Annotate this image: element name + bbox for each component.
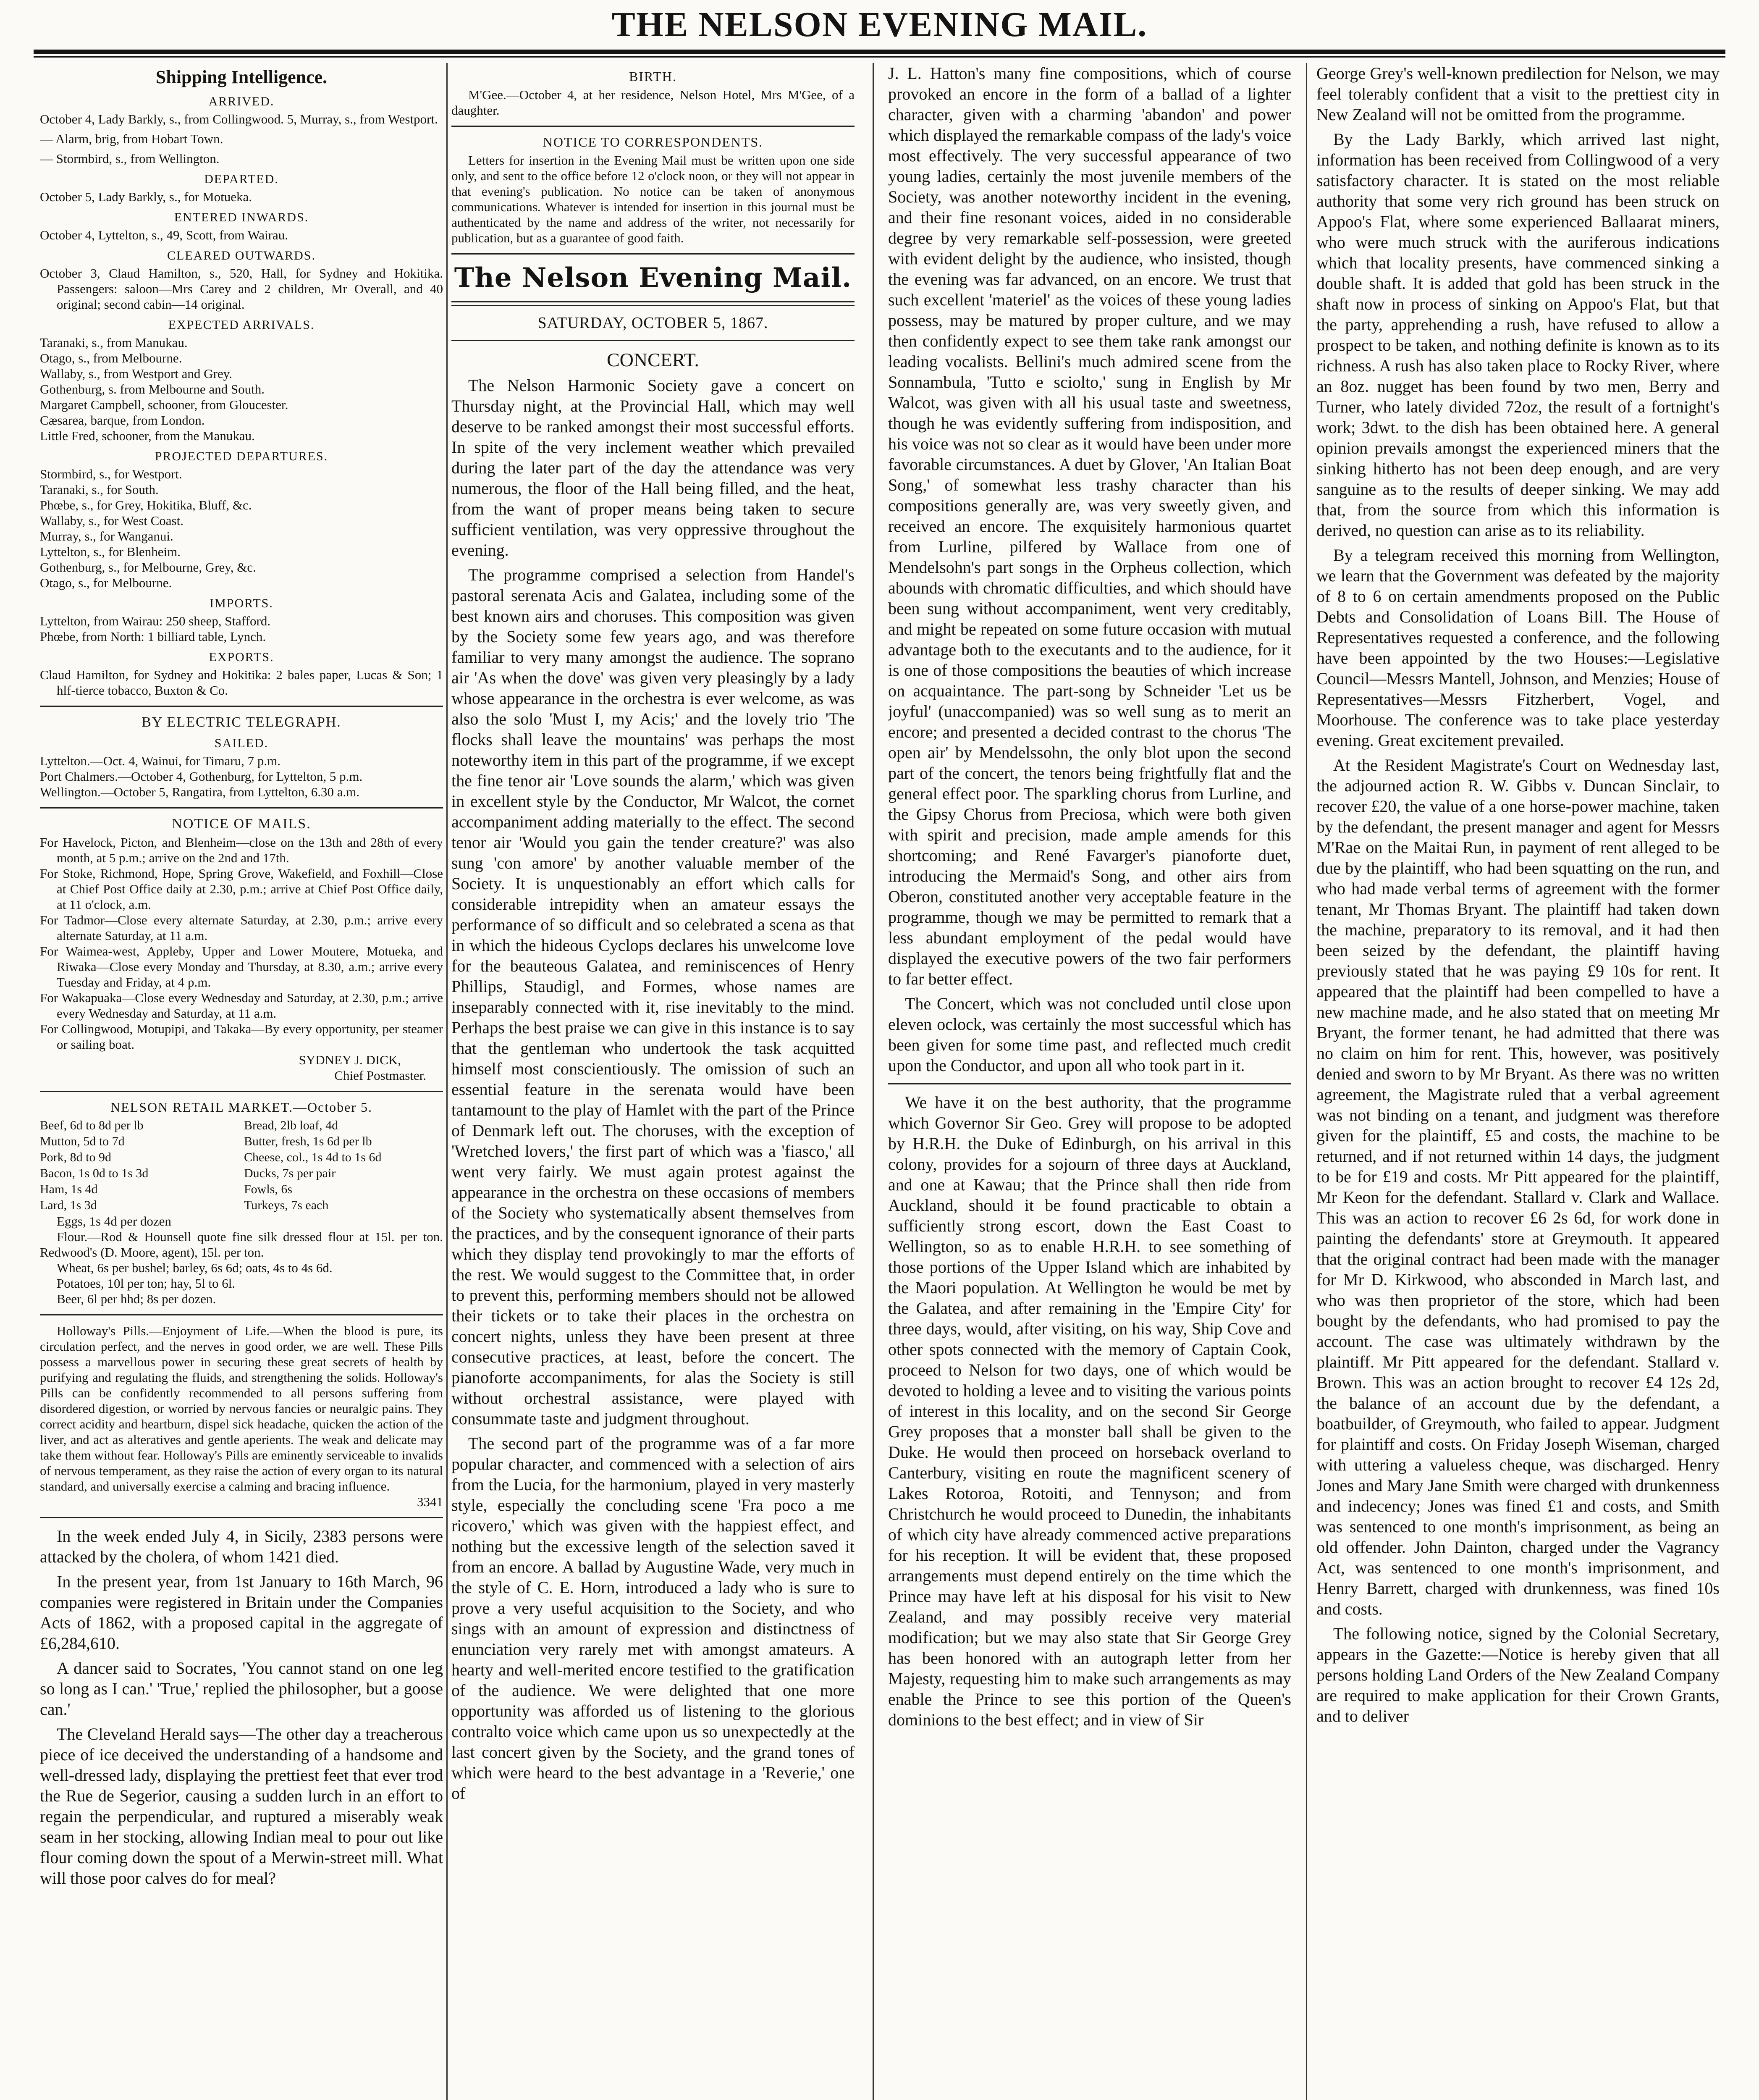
masthead-rule-thin (34, 56, 1725, 58)
market-note: Eggs, 1s 4d per dozen (57, 1214, 171, 1228)
column-1 (40, 63, 443, 2100)
mail-entry: For Waimea-west, Appleby, Upper and Lower Moutere, Motueka, and Riwaka—Close every Monday and Thursday, at 8.30, a.m.; arrive every Tuesday and Friday, at 4 p.m. (40, 944, 443, 990)
market-item: Beef, 6d to 8d per lb (40, 1118, 144, 1132)
shipping-entry: Phœbe, s., for Grey, Hokitika, Bluff, &c. (40, 498, 252, 512)
section-label: PROJECTED DEPARTURES. (155, 449, 328, 463)
article-paragraph: George Grey's well-known predilection for Nelson, we may feel tolerably confident that a visit to the prettiest city in New Zealand will not be omitted from the programme. (1316, 64, 1720, 124)
article-paragraph: The second part of the programme was of a far more popular character, and commenced with a selection of airs from the Lucia, for the harmonium, played in very masterly style, especially the concluding scene 'Fra poco a me ricovero,' which was given with the happiest effect, and nothing but the excessive length of the selection saved it from an encore. A ballad by Augustine Wade, very much in the style of C. E. Horn, introduced a lady who is sure to prove a very useful acquisition to the Society, and who sings with an amount of expression and distinctness of enunciation very rarely met with amongst amateurs. A hearty and well-merited encore testified to the gratification of the audience. We were delighted that one more opportunity was afforded us of listening to the glorious contralto voice which came upon us so unexpectedly at the last concert given by the Society, and the grand tones of which were heard to the best advantage in a 'Reverie,' one of (451, 1434, 855, 1803)
shipping-entry: Gothenburg, s., for Melbourne, Grey, &c. (40, 560, 256, 575)
column-divider (446, 63, 448, 2100)
article-paragraph: The Concert, which was not concluded until close upon eleven oclock, was certainly the most successful which has been given for some time past, and reflected much credit upon the Conductor, and upon all who took part in it. (888, 994, 1291, 1075)
market-item: Ham, 1s 4d (40, 1182, 98, 1196)
shipping-entry: Margaret Campbell, schooner, from Gloucester. (40, 397, 288, 412)
shipping-heading: Shipping Intelligence. (155, 67, 328, 87)
section-label: CLEARED OUTWARDS. (167, 249, 316, 262)
advertisement-number: 3341 (417, 1494, 443, 1509)
divider (451, 340, 855, 341)
newspaper-title: THE NELSON EVENING MAIL. (611, 5, 1148, 44)
shipping-entry: October 5, Lady Barkly, s., for Motueka. (40, 189, 252, 204)
section-label: SAILED. (214, 736, 269, 750)
section-label: ENTERED INWARDS. (174, 210, 309, 224)
market-table (40, 1118, 443, 1213)
column-4 (1316, 63, 1720, 2100)
market-item: Ducks, 7s per pair (244, 1166, 336, 1180)
masthead-rule (34, 50, 1725, 54)
market-item: Lard, 1s 3d (40, 1198, 97, 1212)
section-label: IMPORTS. (210, 596, 273, 610)
masthead (0, 0, 1759, 63)
shipping-entry: Port Chalmers.—October 4, Gothenburg, for Lyttelton, 5 p.m. (40, 769, 363, 784)
shipping-entry: Otago, s., from Melbourne. (40, 351, 182, 365)
column-2 (451, 63, 855, 2100)
market-item: Bacon, 1s 0d to 1s 3d (40, 1166, 149, 1180)
shipping-entry: Murray, s., for Wanganui. (40, 529, 173, 543)
news-item: The Cleveland Herald says—The other day a treacherous piece of ice deceived the understanding of a handsome and well-dressed lady, displaying the prettiest feet that ever trod the Rue de Segerior, causing a sudden lurch in an effort to regain the perpendicular, and ruptured a miserably weak seam in her stocking, allowing Indian meal to pour out like flour coming down the spout of a Merwin-street mill. What will those poor calves do for meal? (40, 1725, 443, 1887)
advertisement-holloway: Holloway's Pills.—Enjoyment of Life.—When the blood is pure, its circulation perfect, and the nerves in good order, we are well. These Pills possess a marvellous power in securing these great secrets of health by purifying and regulating the fluids, and strengthening the solids. Holloway's Pills can be confidently recommended to all persons suffering from disordered digestion, or worried by nervous fancies or neuralgic pains. They correct acidity and heartburn, dispel sick headache, quicken the action of the liver, and act as alteratives and gentle aperients. The weak and delicate may take them without fear. Holloway's Pills are eminently serviceable to invalids of nervous temperament, as they raise the action of every organ to its natural standard, and universally exercise a calming and bracing influence. (40, 1323, 443, 1494)
shipping-entry: Stormbird, s., for Westport. (40, 467, 182, 481)
shipping-entry: October 4, Lyttelton, s., 49, Scott, from Wairau. (40, 228, 288, 242)
market-item: Cheese, col., 1s 4d to 1s 6d (244, 1150, 382, 1164)
market-note: Beer, 6l per hhd; 8s per dozen. (57, 1292, 216, 1306)
dateline: SATURDAY, OCTOBER 5, 1867. (537, 314, 768, 332)
shipping-entry: Phœbe, from North: 1 billiard table, Lynch. (40, 629, 266, 644)
article-paragraph: The programme comprised a selection from Handel's pastoral serenata Acis and Galatea, including some of the best known airs and choruses. This composition was given by the Society some few years ago, and was therefore familiar to very many amongst the audience. The soprano air 'As when the dove' was given very pleasingly by a lady whose appearance in the orchestra is ever welcome, as was also the solo 'Must I, my Acis;' and the lovely trio 'The flocks shall leave the mountains' was perhaps the most noteworthy item in this part of the programme, if we except the fine tenor air 'Love sounds the alarm,' which was given in excellent style by the Conductor, Mr Walcot, the cornet accompaniment adding materially to the effect. The second tenor air 'Would you gain the tender creature?' was also sung 'con amore' by another valuable member of the Society. It is unquestionably an effort which calls for considerable intrepidity when an amateur essays the performance of so difficult and so celebrated a scena as that in which the hideous Cyclops declares his unwelcome love for the beauteous Galatea, and reminiscences of Henry Phillips, Staudigl, and Formes, whose names are inseparably connected with it, rise inevitably to the mind. Perhaps the best praise we can give in this instance is to say that the gentleman who undertook the task acquitted himself most conscientiously. The omission of such an essential feature in the serenata would have been tantamount to the play of Hamlet with the part of the Prince of Denmark left out. The choruses, with the exception of 'Wretched lovers,' the first part of which was a 'fiasco,' all went very fairly. We must again protest against the appearance in the orchestra on these occasions of members of the Society who systematically absent themselves from the practices, and by the consequent ignorance of their parts which they display tend provokingly to mar the efforts of the rest. We would suggest to the Committee that, in order to prevent this, performing members should not be allowed their tickets or to take their places in the orchestra on concert nights, unless they have been present at three consecutive practices, at least, before the concert. The pianoforte accompaniments, for alas the Society is still without orchestral assistance, were played with consummate taste and judgment throughout. (451, 565, 855, 1428)
news-item: A dancer said to Socrates, 'You cannot stand on one leg so long as I can.' 'True,' replied the philosopher, but a goose can.' (40, 1659, 443, 1719)
correspondents-notice: Letters for insertion in the Evening Mail must be written upon one side only, and sent to the office before 12 o'clock noon, or they will not appear in that evening's publication. No notice can be taken of anonymous communications. Whatever is intended for insertion in this journal must be authenticated by the name and address of the writer, not necessarily for publication, but as a guarantee of good faith. (451, 153, 855, 245)
shipping-entry: Lyttelton.—Oct. 4, Wainui, for Timaru, 7 p.m. (40, 753, 281, 768)
shipping-entry: Wallaby, s., for West Coast. (40, 513, 184, 528)
shipping-entry: — Stormbird, s., from Wellington. (40, 151, 220, 166)
article-paragraph: The following notice, signed by the Colonial Secretary, appears in the Gazette:—Notice is hereby given that all persons holding Land Orders of the New Zealand Company are required to make application for their Crown Grants, and to deliver (1316, 1624, 1720, 1725)
mail-entry: For Tadmor—Close every alternate Saturday, at 2.30, p.m.; arrive every alternate Saturday, at 11 a.m. (40, 913, 443, 943)
market-item: Turkeys, 7s each (244, 1198, 329, 1212)
divider (40, 1314, 443, 1315)
mail-entry: For Havelock, Picton, and Blenheim—close on the 13th and 28th of every month, at 5 p.m.; arrive on the 2nd and 17th. (40, 835, 443, 865)
column-divider (1306, 63, 1307, 2100)
divider (40, 1517, 443, 1518)
market-item: Butter, fresh, 1s 6d per lb (244, 1134, 372, 1148)
market-item: Mutton, 5d to 7d (40, 1134, 125, 1148)
mail-entry: For Wakapuaka—Close every Wednesday and Saturday, at 2.30, p.m.; arrive every Wednesday and Saturday, at 11 a.m. (40, 990, 443, 1021)
article-paragraph: By a telegram received this morning from Wellington, we learn that the Government was defeated by the majority of 8 to 6 on certain amendments proposed on the Public Debts and Consolidation of Loans Bill. The House of Representatives requested a conference, and the following have been appointed by the two Houses:—Legislative Council—Messrs Mantell, Johnson, and Menzies; House of Representatives—Messrs Fitzherbert, Vogel, and Moorhouse. The conference was to take place yesterday evening. Great excitement prevailed. (1316, 546, 1720, 750)
news-item: In the week ended July 4, in Sicily, 2383 persons were attacked by the cholera, of whom 1421 died. (40, 1527, 443, 1566)
shipping-entry: Claud Hamilton, for Sydney and Hokitika: 2 bales paper, Lucas & Son; 1 hlf-tierce tobacco, Buxton & Co. (40, 667, 443, 698)
article-paragraph: J. L. Hatton's many fine compositions, which of course provoked an encore in the form of a ballad of a lighter character, given with a charming 'abandon' and power which displayed the remarkable compass of the lady's voice most effectively. The very successful appearance of two young ladies, certainly the most juvenile members of the Society, was another noteworthy incident in the evening, and their fine resonant voices, aided in no considerable degree by very remarkable self-possession, were greeted with evident delight by the audience, who insisted, though the evening was far advanced, on an encore. We trust that such excellent 'materiel' as the voices of these young ladies possess, may be matured by proper culture, and we may then confidently expect to see them take rank amongst our leading vocalists. Bellini's much admired scene from the Sonnambula, 'Tutto e sciolto,' sung in English by Mr Walcot, was given with all his usual taste and sweetness, though he was evidently suffering from indisposition, and his voice was not so clear as it would have been under more favorable circumstances. A duet by Glover, 'An Italian Boat Song,' of somewhat less trashy character than his compositions generally are, was very sweetly given, and received an encore. The exquisitely harmonious quartet from Lurline, pilfered by Wallace from one of Mendelsohn's part songs in the Orpheus collection, which abounds with chromatic difficulties, and which should have been sung without accompaniment, went very creditably, and might be repeated on some future occasion with mutual advantage both to the executants and to the audience, for it is one of those compositions the beauties of which increase on acquaintance. The part-song by Schneider 'Let us be joyful' (unaccompanied) was so well sung as to merit an encore; and presented a decided contrast to the chorus 'The open air' by Mendelssohn, the only blot upon the second part of the concert, the tenors being frightfully flat and the general effect poor. The sparkling chorus from Lurline, and the Gipsy Chorus from Preciosa, which were both given with spirit and precision, made ample amends for this shortcoming; and René Favarger's pianoforte duet, introducing the Mermaid's Song, and other airs from Oberon, constituted another very acceptable feature in the programme, though we may be permitted to remark that a less abundant employment of the pedal would have displayed the executive powers of the two fair performers to far better effect. (888, 64, 1291, 988)
market-note: Wheat, 6s per bushel; barley, 6s 6d; oats, 4s to 4s 6d. (57, 1260, 333, 1275)
shipping-entry: Gothenburg, s. from Melbourne and South. (40, 382, 265, 396)
section-heading: BIRTH. (629, 69, 677, 84)
shipping-entry: Lyttelton, s., for Blenheim. (40, 544, 181, 559)
divider (451, 126, 855, 127)
column-divider (873, 63, 874, 2100)
mail-entry: For Stoke, Richmond, Hope, Spring Grove, Wakefield, and Foxhill—Close at Chief Post Office daily at 2.30, p.m.; arrive at Chief Post Office daily, at 11 o'clock, a.m. (40, 866, 443, 912)
shipping-entry: Taranaki, s., from Manukau. (40, 335, 188, 350)
section-label: DEPARTED. (204, 172, 279, 186)
section-label: ARRIVED. (208, 94, 275, 108)
shipping-entry: Cæsarea, barque, from London. (40, 413, 205, 428)
news-item: In the present year, from 1st January to 16th March, 96 companies were registered in Britain under the Companies Acts of 1862, with a proposed capital in the aggregate of £6,284,610. (40, 1572, 443, 1653)
article-paragraph: We have it on the best authority, that the programme which Governor Sir Geo. Grey will propose to be adopted by H.R.H. the Duke of Edinburgh, on his arrival in this colony, provides for a sojourn of three days at Auckland, and one at Kawau; that the Prince shall then ride from Auckland, should it be found practicable to obtain a sufficiently strong escort, down the East Coast to Wellington, so as to enable H.R.H. to see something of those portions of the Upper Island which are inhabited by the Maori population. At Wellington he would be met by the Galatea, and after remaining in the 'Empire City' for three days, would, after visiting, on his way, Ship Cove and other spots connected with the memory of Captain Cook, proceed to Nelson for two days, one of which would be devoted to holding a levee and to visiting the various points of interest in this locality, and on the second Sir George Grey proposes that a monster ball shall be given to the Duke. He would then proceed on horseback overland to Canterbury, visiting en route the magnificent scenery of Lakes Rotoroa, Rotoiti, and Tennyson; and from Christchurch he would proceed to Dunedin, the inhabitants of which city have already commenced active preparations for his reception. It will be evident that, these proposed arrangements must depend entirely on the time which the Prince may have left at his disposal for his visit to New Zealand, and may possibly receive very material modification; but we may also state that Sir George Grey has been honored with an autograph letter from her Majesty, requesting him to make such arrangements as may enable the Prince to see this portion of the Queen's dominions to the best effect; and in view of Sir (888, 1093, 1291, 1729)
market-note: Flour.—Rod & Hounsell quote fine silk dressed flour at 15l. per ton. Redwood's (D. Moore, agent), 15l. per ton. (40, 1229, 443, 1260)
signature-title: Chief Postmaster. (334, 1068, 426, 1083)
market-item: Fowls, 6s (244, 1182, 293, 1196)
shipping-entry: October 3, Claud Hamilton, s., 520, Hall, for Sydney and Hokitika. Passengers: saloon—Mrs Carey and 2 children, Mr Overall, and 40 original; second cabin—14 original. (40, 266, 443, 312)
market-item: Bread, 2lb loaf, 4d (244, 1118, 338, 1132)
column-3 (888, 63, 1291, 2100)
birth-notice: M'Gee.—October 4, at her residence, Nelson Hotel, Mrs M'Gee, of a daughter. (451, 87, 855, 118)
shipping-entry: Wallaby, s., from Westport and Grey. (40, 366, 232, 381)
section-heading: BY ELECTRIC TELEGRAPH. (142, 714, 341, 730)
shipping-entry: Taranaki, s., for South. (40, 482, 159, 497)
section-heading: NOTICE TO CORRESPONDENTS. (543, 134, 763, 150)
shipping-entry: October 4, Lady Barkly, s., from Collingwood. 5, Murray, s., from Westport. (40, 112, 438, 126)
section-heading: NELSON RETAIL MARKET.—October 5. (110, 1100, 372, 1115)
divider (451, 253, 855, 255)
article-paragraph: At the Resident Magistrate's Court on Wednesday last, the adjourned action R. W. Gibbs v. Duncan Sinclair, to recover £20, the value of a one horse-power machine, taken by the defendant, the present manager and agent for Messrs M'Rae on the Maitai Run, in payment of rent alleged to be due by the plaintiff, who had been squatting on the run, and who had made verbal terms of agreement with the former tenant, Mr Thomas Bryant. The plaintiff had taken down the machine, preparatory to its removal, and it had then been seized by the defendant, the plaintiff having previously stated that he was paying £9 10s for rent. It appeared that the plaintiff had been compelled to have a new machine made, and he also stated that on meeting Mr Bryant, the former tenant, he had admitted that there was no claim on him for rent. This, however, was positively denied and sworn to by Mr Bryant. As there was no written agreement, the Magistrate ruled that a verbal agreement was not binding on a tenant, and judgment was therefore given for the plaintiff, £5 and costs, the machine to be returned, and if not returned within 14 days, the judgment to be for £19 and costs. Mr Pitt appeared for the plaintiff, Mr Keon for the defendant. Stallard v. Clark and Wallace. This was an action to recover £6 2s 6d, for work done in painting the defendants' store at Greymouth. It appeared that the original contract had been made with the manager for Mr D. Kirkwood, who absconded in March last, and who was then proprietor of the store, which had been bought by the defendants, who had promised to pay the account. The case was ultimately withdrawn by the plaintiff. Mr Pitt appeared for the defendant. Stallard v. Brown. This was an action brought to recover £4 12s 2d, the balance of an account due by the defendant, a boatbuilder, of Greymouth, who failed to appear. Judgment for plaintiff and costs. On Friday Joseph Wiseman, charged with uttering a valueless cheque, was discharged. Henry Jones and Mary Jane Smith were charged with drunkenness and indecency; Jones was fined £1 and costs, and Smith was sentenced to one month's imprisonment, as being an old offender. John Dainton, charged under the Vagrancy Act, was sentenced to one month's imprisonment, and Henry Barrett, charged with drunkenness, was fined 10s and costs. (1316, 756, 1720, 1618)
market-item: Pork, 8d to 9d (40, 1150, 112, 1164)
market-note: Potatoes, 10l per ton; hay, 5l to 6l. (57, 1276, 236, 1291)
mail-entry: For Collingwood, Motupipi, and Takaka—By every opportunity, per steamer or sailing boat. (40, 1021, 443, 1052)
signature: SYDNEY J. DICK, (299, 1053, 401, 1067)
shipping-entry: Otago, s., for Melbourne. (40, 575, 172, 590)
divider (888, 1083, 1291, 1084)
divider (40, 706, 443, 707)
article-heading: CONCERT. (606, 349, 699, 370)
section-label: EXPORTS. (209, 650, 274, 664)
shipping-entry: Wellington.—October 5, Rangatira, from Lyttelton, 6.30 a.m. (40, 785, 360, 799)
divider (40, 807, 443, 808)
shipping-entry: Lyttelton, from Wairau: 250 sheep, Stafford. (40, 614, 271, 628)
shipping-entry: — Alarm, brig, from Hobart Town. (40, 131, 223, 146)
article-paragraph: The Nelson Harmonic Society gave a concert on Thursday night, at the Provincial Hall, which may well deserve to be ranked amongst their most successful efforts. In spite of the very inclement weather which prevailed during the later part of the day the attendance was very numerous, the floor of the Hall being filled, and the heat, from the want of proper means being taken to secure sufficient ventilation, was very oppressive throughout the evening. (451, 376, 855, 559)
nameplate: The Nelson Evening Mail. (454, 262, 852, 294)
divider (451, 301, 855, 306)
section-heading: NOTICE OF MAILS. (172, 816, 311, 832)
divider (40, 1091, 443, 1092)
article-paragraph: By the Lady Barkly, which arrived last night, information has been received from Collingwood of a very satisfactory character. It is stated on the most reliable authority that some very rich ground has been struck on Appoo's Flat, where some experienced Ballaarat miners, who were much struck with the auriferous indications which that locality presents, have commenced sinking a double shaft. It is added that gold has been struck in the shaft now in process of sinking on Appoo's Flat, but that the party, apprehending a rush, have refused to allow a prospect to be taken, and nothing definite is known as to its richness. A rush has also taken place to Rocky River, where an 8oz. nugget has been found by two men, Berry and Turner, who lately divided 72oz, the result of a fortnight's work; 3dwt. to the dish has been obtained here. A general opinion prevails amongst the experienced miners that the sinking hitherto has not been deep enough, and are very sanguine as to the results of deeper sinking. We may add that, from the source from which this information is derived, no question can arise as to its reliability. (1316, 130, 1720, 540)
section-label: EXPECTED ARRIVALS. (168, 318, 315, 332)
shipping-entry: Little Fred, schooner, from the Manukau. (40, 428, 255, 443)
